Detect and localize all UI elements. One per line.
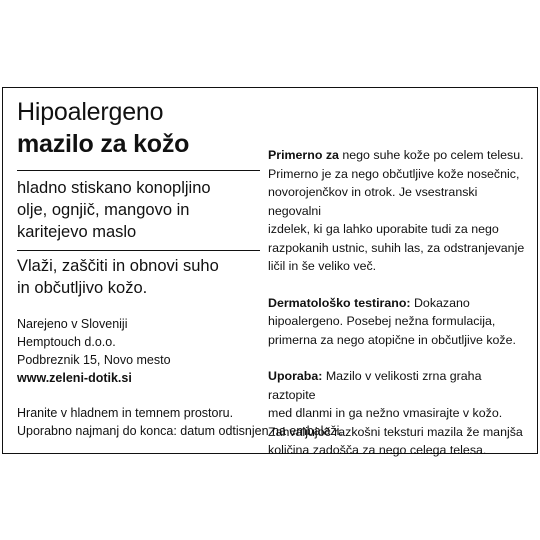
section-suitable-line: nego suhe kože po celem telesu. [338,148,524,162]
ingredients-line: olje, ognjič, mangovo in [17,201,190,219]
section-tested-heading: Dermatološko testirano: [268,295,411,310]
label-left-column [17,94,267,387]
made-in-text: Narejeno v Sloveniji [17,317,128,331]
claim-text [17,255,267,299]
ingredients-text [17,177,267,243]
section-usage [268,367,530,460]
section-suitable-line: ličil in še veliko več. [268,259,377,273]
section-tested-line: Dokazano [410,295,470,310]
product-label [2,87,538,457]
section-suitable [268,146,530,276]
company-name: Hemptouch d.o.o. [17,335,116,349]
section-suitable-line: Primerno je za nego občutljive kože nosečnic, [268,166,520,181]
manufacturer-info [17,315,267,387]
divider-middle [17,250,260,251]
section-suitable-line: razpokanih ustnic, suhih las, za odstranjevanje [268,240,525,255]
section-suitable-line: novorojenčkov in otrok. Je vsestranski negovalni [268,185,478,218]
label-right-column [268,146,530,478]
company-address: Podbreznik 15, Novo mesto [17,353,171,367]
claim-line: in občutljivo kožo. [17,279,148,297]
product-title-line2: mazilo za kožo [17,130,190,158]
section-usage-line: Mazilo v velikosti zrna graha raztopite [268,369,482,402]
section-tested [268,294,530,350]
website-link[interactable]: www.zeleni-dotik.si [17,371,132,385]
section-tested-line: primerna za nego atopične in občutljive kože. [268,332,516,347]
section-usage-heading: Uporaba: [268,369,323,383]
ingredients-line: hladno stiskano konopljino [17,179,211,197]
section-suitable-heading: Primerno za [268,148,339,162]
ingredients-line: karitejevo maslo [17,223,137,241]
expiry-line: Uporabno najmanj do konca: datum odtisnjen na embalaži. [17,424,343,438]
claim-line: Vlaži, zaščiti in obnovi suho [17,257,219,275]
divider-top [17,170,260,171]
section-tested-line: hipoalergeno. Posebej nežna formulacija, [268,314,496,328]
section-usage-line: količina zadošča za nego celega telesa. [268,443,487,457]
product-title-line1: Hipoalergeno [17,98,164,126]
section-suitable-line: izdelek, ki ga lahko uporabite tudi za nego [268,222,499,236]
section-usage-line: Zahvaljujoč razkošni teksturi mazila že manjša [268,424,523,439]
storage-line: Hranite v hladnem in temnem prostoru. [17,406,234,420]
section-usage-line: med dlanmi in ga nežno vmasirajte v kožo. [268,406,503,420]
